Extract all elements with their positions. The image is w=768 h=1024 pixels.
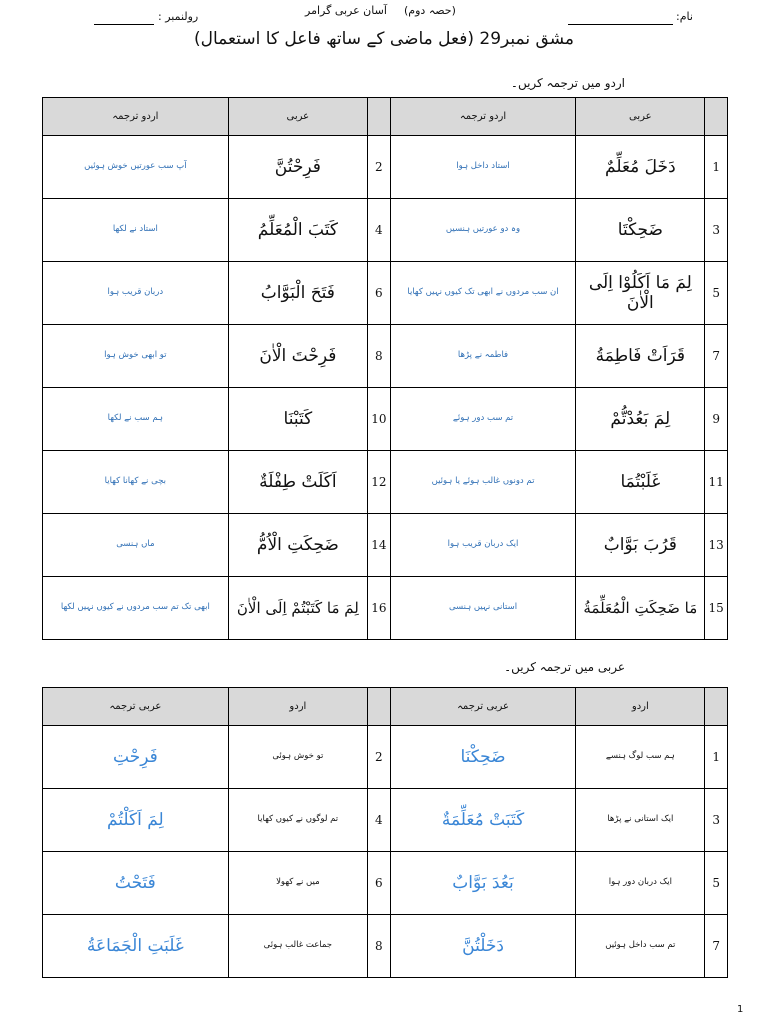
- col-urdu: اردو: [228, 688, 367, 726]
- urdu-phrase: ہم سب لوگ ہنسے: [576, 726, 705, 789]
- table-row: [43, 451, 728, 514]
- row-number: 6: [367, 262, 390, 325]
- row-number: 2: [367, 136, 390, 199]
- page-title: مشق نمبر29 (فعل ماضی کے ساتھ فاعل کا استعمال): [194, 29, 574, 49]
- page-number: 1: [737, 1004, 744, 1015]
- row-number: 8: [367, 325, 390, 388]
- col-urdu: اردو: [576, 688, 705, 726]
- row-number: 5: [705, 262, 728, 325]
- section2-table: [42, 687, 728, 978]
- urdu-translation[interactable]: بچی نے کھانا کھایا: [43, 451, 229, 514]
- urdu-translation[interactable]: آپ سب عورتیں خوش ہوئیں: [43, 136, 229, 199]
- urdu-translation[interactable]: دربان قریب ہوا: [43, 262, 229, 325]
- row-number: 6: [367, 852, 390, 915]
- row-number: 16: [367, 577, 390, 640]
- urdu-translation[interactable]: ابھی تک تم سب مردوں نے کیوں نہیں لکھا: [43, 577, 229, 640]
- arabic-phrase: لِمَ مَا كَتَبْتُمْ اِلَى الْاٰنَ: [228, 577, 367, 640]
- col-num: [367, 98, 390, 136]
- arabic-phrase: دَخَلَ مُعَلِّمٌ: [576, 136, 705, 199]
- col-arabic: عربی: [576, 98, 705, 136]
- row-number: 5: [705, 852, 728, 915]
- col-arabic: عربی: [228, 98, 367, 136]
- urdu-translation[interactable]: ہم سب نے لکھا: [43, 388, 229, 451]
- row-number: 9: [705, 388, 728, 451]
- arabic-phrase: قَرُبَ بَوَّابٌ: [576, 514, 705, 577]
- urdu-phrase: جماعت غالب ہوئی: [228, 915, 367, 978]
- arabic-translation[interactable]: بَعُدَ بَوَّابٌ: [390, 852, 576, 915]
- arabic-translation[interactable]: دَخَلْتُنَّ: [390, 915, 576, 978]
- row-number: 8: [367, 915, 390, 978]
- table-row: [43, 514, 728, 577]
- urdu-translation[interactable]: استاد نے لکھا: [43, 199, 229, 262]
- arabic-phrase: ضَحِكَتِ الْاُمُّ: [228, 514, 367, 577]
- row-number: 3: [705, 789, 728, 852]
- arabic-phrase: فَتَحَ الْبَوَّابُ: [228, 262, 367, 325]
- row-number: 13: [705, 514, 728, 577]
- arabic-phrase: فَرِحْتَ الْاٰنَ: [228, 325, 367, 388]
- section1-table: [42, 97, 728, 640]
- table-row: [43, 325, 728, 388]
- row-number: 4: [367, 199, 390, 262]
- row-number: 12: [367, 451, 390, 514]
- section1-instruction: اردو میں ترجمہ کریں۔: [510, 76, 625, 90]
- arabic-translation[interactable]: كَتَبَتْ مُعَلِّمَةٌ: [390, 789, 576, 852]
- name-label: نام:: [676, 10, 693, 23]
- table-row: [43, 577, 728, 640]
- arabic-phrase: لِمَ مَا اَكَلُوْا اِلَى الْاٰنَ: [576, 262, 705, 325]
- col-num: [705, 688, 728, 726]
- col-urdu-translation: اردو ترجمہ: [43, 98, 229, 136]
- row-number: 14: [367, 514, 390, 577]
- urdu-phrase: ایک استانی نے پڑھا: [576, 789, 705, 852]
- arabic-phrase: ضَحِكْتَا: [576, 199, 705, 262]
- urdu-translation[interactable]: فاطمہ نے پڑھا: [390, 325, 576, 388]
- col-urdu-translation: اردو ترجمہ: [390, 98, 576, 136]
- arabic-phrase: كَتَبَ الْمُعَلِّمُ: [228, 199, 367, 262]
- section2-instruction: عربی میں ترجمہ کریں۔: [504, 660, 625, 674]
- urdu-translation[interactable]: ان سب مردوں نے ابھی تک کیوں نہیں کھایا: [390, 262, 576, 325]
- table-row: [43, 388, 728, 451]
- table-row: [43, 262, 728, 325]
- arabic-phrase: فَرِحْتُنَّ: [228, 136, 367, 199]
- urdu-translation[interactable]: تم سب دور ہوئے: [390, 388, 576, 451]
- arabic-phrase: قَرَاَتْ فَاطِمَةُ: [576, 325, 705, 388]
- row-number: 7: [705, 325, 728, 388]
- urdu-phrase: تو خوش ہوئی: [228, 726, 367, 789]
- urdu-phrase: تم لوگوں نے کیوں کھایا: [228, 789, 367, 852]
- arabic-translation[interactable]: فَتَحْتُ: [43, 852, 229, 915]
- table-row: [43, 726, 728, 789]
- urdu-phrase: میں نے کھولا: [228, 852, 367, 915]
- arabic-translation[interactable]: فَرِحْتِ: [43, 726, 229, 789]
- row-number: 10: [367, 388, 390, 451]
- urdu-translation[interactable]: استاد داخل ہوا: [390, 136, 576, 199]
- row-number: 4: [367, 789, 390, 852]
- urdu-translation[interactable]: استانی نہیں ہنسی: [390, 577, 576, 640]
- row-number: 11: [705, 451, 728, 514]
- row-number: 2: [367, 726, 390, 789]
- roll-blank[interactable]: [94, 12, 154, 25]
- urdu-translation[interactable]: ماں ہنسی: [43, 514, 229, 577]
- arabic-phrase: غَلَبْتُمَا: [576, 451, 705, 514]
- col-arabic-translation: عربی ترجمہ: [43, 688, 229, 726]
- table-row: [43, 852, 728, 915]
- urdu-translation[interactable]: وہ دو عورتیں ہنسیں: [390, 199, 576, 262]
- row-number: 7: [705, 915, 728, 978]
- name-blank[interactable]: [568, 12, 673, 25]
- arabic-translation[interactable]: غَلَبَتِ الْجَمَاعَةُ: [43, 915, 229, 978]
- row-number: 1: [705, 726, 728, 789]
- row-number: 3: [705, 199, 728, 262]
- arabic-translation[interactable]: لِمَ اَكَلْتُمْ: [43, 789, 229, 852]
- table-row: [43, 789, 728, 852]
- urdu-translation[interactable]: ایک دربان قریب ہوا: [390, 514, 576, 577]
- row-number: 15: [705, 577, 728, 640]
- col-arabic-translation: عربی ترجمہ: [390, 688, 576, 726]
- urdu-translation[interactable]: تو ابھی خوش ہوا: [43, 325, 229, 388]
- roll-label: رولنمبر :: [158, 10, 199, 23]
- urdu-phrase: ایک دربان دور ہوا: [576, 852, 705, 915]
- urdu-phrase: تم سب داخل ہوئیں: [576, 915, 705, 978]
- book-title: آسان عربی گرامر: [305, 4, 387, 17]
- arabic-phrase: اَكَلَتْ طِفْلَةٌ: [228, 451, 367, 514]
- arabic-translation[interactable]: ضَحِكْنَا: [390, 726, 576, 789]
- col-num: [367, 688, 390, 726]
- table-row: [43, 915, 728, 978]
- row-number: 1: [705, 136, 728, 199]
- arabic-phrase: مَا ضَحِكَتِ الْمُعَلِّمَةُ: [576, 577, 705, 640]
- arabic-phrase: كَتَبْنَا: [228, 388, 367, 451]
- urdu-translation[interactable]: تم دونوں غالب ہوئے یا ہوئیں: [390, 451, 576, 514]
- table-row: [43, 199, 728, 262]
- arabic-phrase: لِمَ بَعُدْتُّمْ: [576, 388, 705, 451]
- col-num: [705, 98, 728, 136]
- table-row: [43, 136, 728, 199]
- book-part: (حصہ دوم): [404, 4, 456, 17]
